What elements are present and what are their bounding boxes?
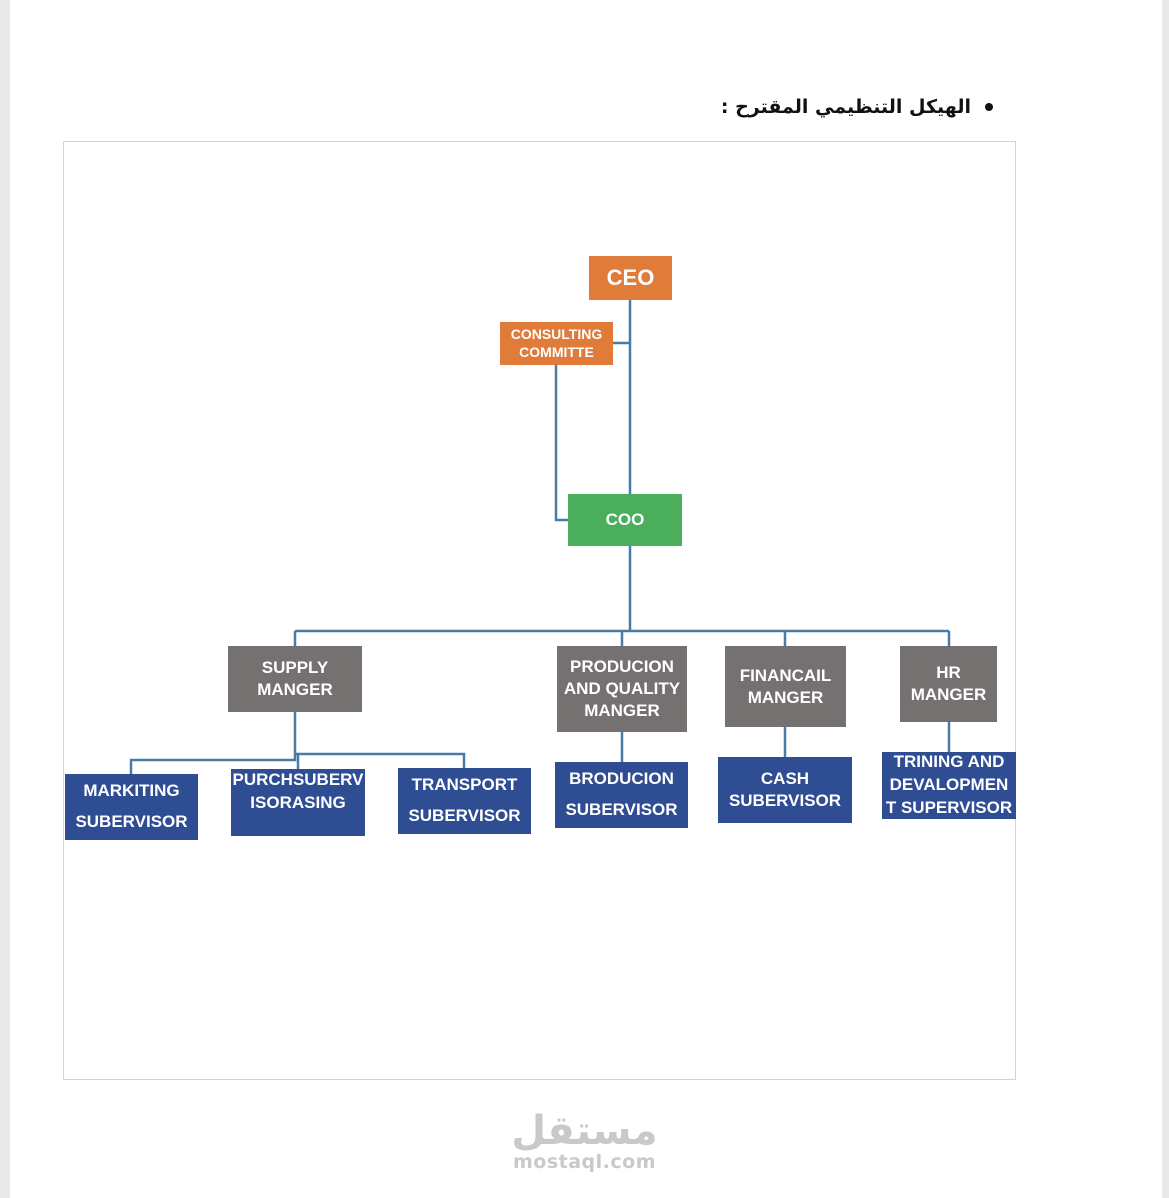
purchasing-supervisor-box: PURCHSUBERV ISORASING bbox=[231, 769, 365, 836]
hr-manager-box: HR MANGER bbox=[900, 646, 997, 722]
heading-text: الهيكل التنظيمي المقترح : bbox=[720, 96, 971, 118]
consulting-committee-box: CONSULTING COMMITTE bbox=[500, 322, 613, 365]
transport-supervisor-box: TRANSPORT SUBERVISOR bbox=[398, 768, 531, 834]
consulting-coo-connector bbox=[556, 364, 568, 520]
financial-manager-box: FINANCAIL MANGER bbox=[725, 646, 846, 727]
watermark-url: mostaql.com bbox=[512, 1151, 656, 1173]
supply-manager-box: SUPPLY MANGER bbox=[228, 646, 362, 712]
supply-subs-connector bbox=[131, 711, 464, 775]
cash-supervisor-box: CASH SUBERVISOR bbox=[718, 757, 852, 823]
production-quality-manager-box: PRODUCION AND QUALITY MANGER bbox=[557, 646, 687, 732]
coo-box: COO bbox=[568, 494, 682, 546]
production-supervisor-box: BRODUCION SUBERVISOR bbox=[555, 762, 688, 828]
marketing-supervisor-box: MARKITING SUBERVISOR bbox=[65, 774, 198, 840]
watermark-logo-arabic: مستقل bbox=[511, 1108, 658, 1154]
ceo-box: CEO bbox=[589, 256, 672, 300]
training-supervisor-box: TRINING AND DEVALOPMEN T SUPERVISOR bbox=[882, 752, 1016, 819]
